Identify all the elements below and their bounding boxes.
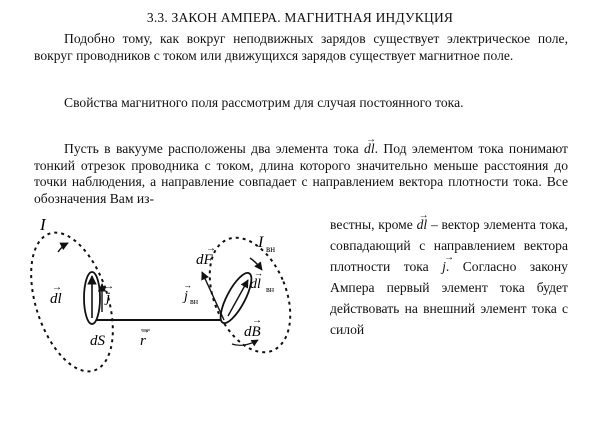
svg-text:→: →	[206, 243, 216, 254]
label-dS: dS	[90, 333, 105, 349]
paragraph-3-text-a: Пусть в вакууме расположены два элемента тока	[64, 141, 359, 156]
symbol-dl: → dl	[364, 141, 375, 158]
svg-text:→: →	[140, 325, 150, 336]
symbol-dl-2: → dl	[417, 214, 428, 235]
paragraph-1-text: Подобно тому, как вокруг неподвижных зарядов существует электрическое поле, вокруг проводников с током или движущихся зарядов существует магнитное поле.	[34, 31, 568, 63]
current-direction-arrow	[58, 243, 68, 252]
label-dF: dF	[196, 252, 213, 268]
label-r: r	[140, 333, 146, 349]
label-I: I	[40, 215, 46, 234]
label-j-vn-sub: вн	[190, 297, 199, 306]
paragraph-2-text: Свойства магнитного поля рассмотрим для случая постоянного тока.	[64, 95, 464, 110]
right-column-text-c: . Согласно закону Ампера первый элемент тока будет действовать на внешний элемент тока с силой	[330, 259, 568, 337]
right-column-text-a: вестны, кроме	[330, 217, 413, 232]
label-dl-vn-sub: вн	[266, 285, 275, 294]
svg-text:→: →	[254, 268, 263, 278]
svg-text:→: →	[183, 280, 192, 290]
svg-text:→: →	[104, 281, 114, 292]
right-column-text-b: – вектор элемента тока, совпадающий с направлением вектора плотности тока	[330, 217, 568, 274]
dB-arrow	[232, 340, 258, 345]
symbol-j: → j	[442, 256, 446, 277]
label-dl-vn: dl	[250, 277, 261, 292]
label-dB: dB	[244, 324, 261, 340]
label-I-vn: I	[258, 234, 264, 251]
svg-text:→: →	[252, 315, 262, 326]
label-j: j	[106, 290, 111, 306]
left-current-loop	[16, 222, 129, 381]
section-heading: 3.3. ЗАКОН АМПЕРА. МАГНИТНАЯ ИНДУКЦИЯ	[146, 10, 454, 25]
label-j-vn: j	[184, 289, 188, 304]
dF-arrow	[202, 272, 224, 320]
label-I-vn-sub: вн	[266, 244, 276, 254]
label-dl: dl	[50, 291, 62, 307]
paragraph-3-text-b: . Под элементом тока понимают тонкий отрезок проводника с током, длина которого значительно меньше расстояния до точки наблюдения, а направление совпадает с направлением вектора плотности тока. Все обозначения Вам из-	[34, 141, 569, 206]
svg-text:→: →	[52, 282, 62, 293]
